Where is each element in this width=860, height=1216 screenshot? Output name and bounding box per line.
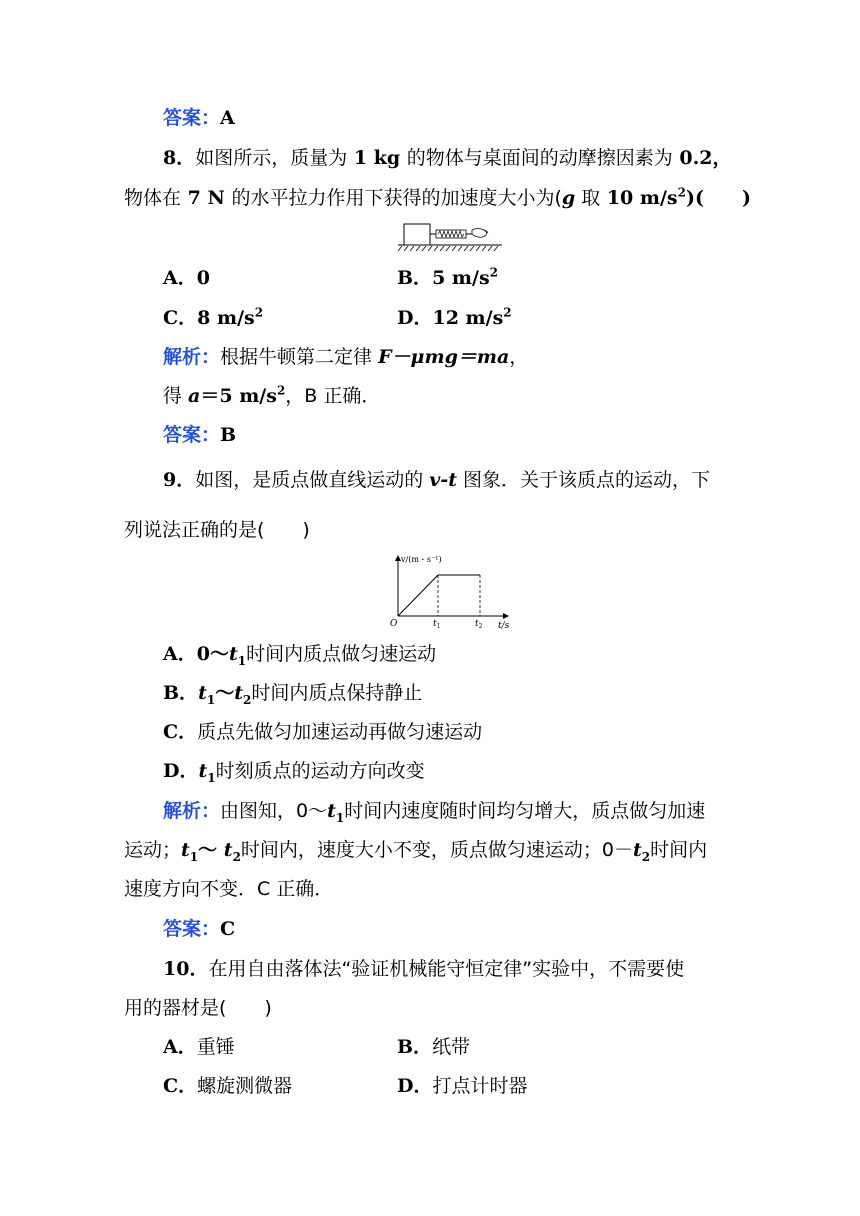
answer-label: 答案： (163, 918, 221, 940)
text: 10 m/s (600, 187, 678, 209)
option-letter: A． (163, 1036, 197, 1058)
option-text: 0 (196, 267, 210, 289)
var: t (198, 760, 208, 782)
var: t (198, 682, 207, 704)
var: t (228, 643, 238, 665)
question-number: 8． (163, 147, 196, 169)
q8-analysis-line1 (163, 344, 528, 370)
sub: 2 (243, 692, 252, 707)
option-letter: D． (163, 760, 199, 782)
q9-analysis-line1 (163, 798, 705, 824)
q8-option-b (397, 265, 498, 291)
text: 如图，是质点做直线运动的 (195, 469, 430, 491)
text: ，B 正确． (285, 385, 381, 407)
origin-label: O (390, 619, 398, 629)
text: 的物体与桌面间的动摩擦因素为 (406, 147, 673, 169)
q10-stem-line2: 用的器材是( ) (124, 997, 272, 1019)
text: 在用自由落体法“验证机械能守恒定律”实验中，不需要使 (208, 958, 685, 980)
answer-label: 答案： (163, 424, 221, 446)
text: 的水平拉力作用下获得的加速度大小为( (231, 187, 562, 209)
var: g (561, 187, 576, 209)
text: ， (509, 346, 529, 368)
answer-label: 答案： (163, 107, 221, 129)
q8-stem-line1 (163, 145, 731, 171)
q8-analysis-line2 (163, 383, 380, 409)
text: 1 kg (347, 147, 407, 169)
t2-label: $t_2$ (475, 619, 483, 630)
analysis-label: 解析： (163, 346, 221, 368)
text: )( ) (686, 187, 751, 209)
q8-block-spring-figure (398, 220, 502, 256)
var: t (633, 839, 642, 861)
text: 取 (575, 187, 601, 209)
var: t (327, 800, 336, 822)
sub: 2 (641, 849, 651, 864)
text: 7 N (181, 187, 232, 209)
text: ～ (198, 839, 224, 861)
text: 时间内速度随时间均匀增大，质点做匀加速 (344, 800, 706, 822)
q9-stem-line1 (163, 467, 710, 493)
text: ～ (215, 682, 235, 704)
option-text: 12 m/s (432, 307, 504, 329)
option-text: 质点先做匀加速运动再做匀速运动 (197, 721, 483, 743)
sup: 2 (677, 185, 686, 200)
sup: 2 (276, 383, 286, 398)
text: 物体在 (124, 187, 182, 209)
q9-option-c (163, 719, 482, 745)
var: t (223, 839, 233, 861)
option-letter: D． (397, 1075, 433, 1097)
text: 0～ (196, 643, 229, 665)
q10-stem-line1 (163, 956, 684, 982)
sub: 1 (237, 653, 247, 668)
velocity-ramp (398, 575, 438, 616)
answer-value: A (220, 107, 235, 129)
option-text: 螺旋测微器 (197, 1075, 293, 1097)
option-text: 纸带 (432, 1036, 471, 1058)
option-letter: C． (163, 721, 198, 743)
q8-stem-line2 (124, 185, 751, 211)
answer-value: C (220, 918, 236, 940)
var: t (234, 682, 243, 704)
q9-analysis-line3: 速度方向不变．C 正确． (124, 878, 334, 900)
option-text: 时刻质点的运动方向改变 (215, 760, 425, 782)
option-text: 时间内质点做匀速运动 (246, 643, 437, 665)
q8-option-d (397, 305, 512, 331)
text: 0.2， (672, 147, 732, 169)
q8-option-a (163, 265, 210, 291)
sup: 2 (254, 305, 264, 320)
sub: 2 (232, 849, 241, 864)
question-number: 10． (163, 958, 209, 980)
text: 时间内，速度大小不变，质点做匀速运动；0－ (240, 839, 634, 861)
option-letter: A． (163, 643, 197, 665)
q9-option-a (163, 641, 436, 667)
sup: 2 (489, 265, 498, 280)
analysis-label: 解析： (163, 800, 221, 822)
q8-option-c (163, 305, 263, 331)
option-letter: B． (397, 267, 433, 289)
q9-option-b (163, 680, 422, 706)
sub: 1 (335, 810, 345, 825)
option-text: 8 m/s (197, 307, 255, 329)
q10-option-d (397, 1073, 528, 1099)
option-letter: D． (397, 307, 433, 329)
var: a (188, 385, 201, 407)
q9-stem-line2: 列说法正确的是( ) (124, 519, 310, 541)
text: 运动； (124, 839, 182, 861)
option-text: 时间内质点保持静止 (251, 682, 423, 704)
q9-answer (163, 916, 235, 942)
var: t (181, 839, 190, 861)
option-letter: B． (397, 1036, 433, 1058)
option-text: 5 m/s (432, 267, 490, 289)
text: 得 (163, 385, 189, 407)
text: 由图知，0～ (220, 800, 328, 822)
q9-vt-graph (388, 552, 518, 632)
x-axis-label: t/s (498, 621, 510, 631)
y-axis-label: v/(m・s⁻¹) (401, 555, 442, 564)
text: ＝5 m/s (200, 385, 277, 407)
option-letter: B． (163, 682, 199, 704)
t1-label: $t_1$ (433, 619, 441, 630)
option-letter: A． (163, 267, 197, 289)
q9-analysis-line2 (124, 837, 707, 863)
q9-option-d (163, 758, 425, 784)
formula: F－μmg＝ma (378, 346, 510, 368)
text: 图象．关于该质点的运动，下 (456, 469, 711, 491)
text: 如图所示，质量为 (195, 147, 348, 169)
question-number: 9． (163, 469, 196, 491)
option-letter: C． (163, 1075, 198, 1097)
option-text: 重锤 (196, 1036, 235, 1058)
answer-value: B (220, 424, 237, 446)
q8-answer (163, 422, 236, 448)
text: 根据牛顿第二定律 (220, 346, 379, 368)
option-text: 打点计时器 (432, 1075, 528, 1097)
q7-answer (163, 105, 235, 131)
sub: 1 (207, 770, 216, 785)
q10-option-a (163, 1034, 235, 1060)
sup: 2 (503, 305, 512, 320)
sub: 1 (206, 692, 216, 707)
option-letter: C． (163, 307, 198, 329)
q10-option-b (397, 1034, 470, 1060)
var: v-t (429, 469, 457, 491)
text: 时间内 (650, 839, 708, 861)
sub: 1 (189, 849, 199, 864)
q10-option-c (163, 1073, 292, 1099)
